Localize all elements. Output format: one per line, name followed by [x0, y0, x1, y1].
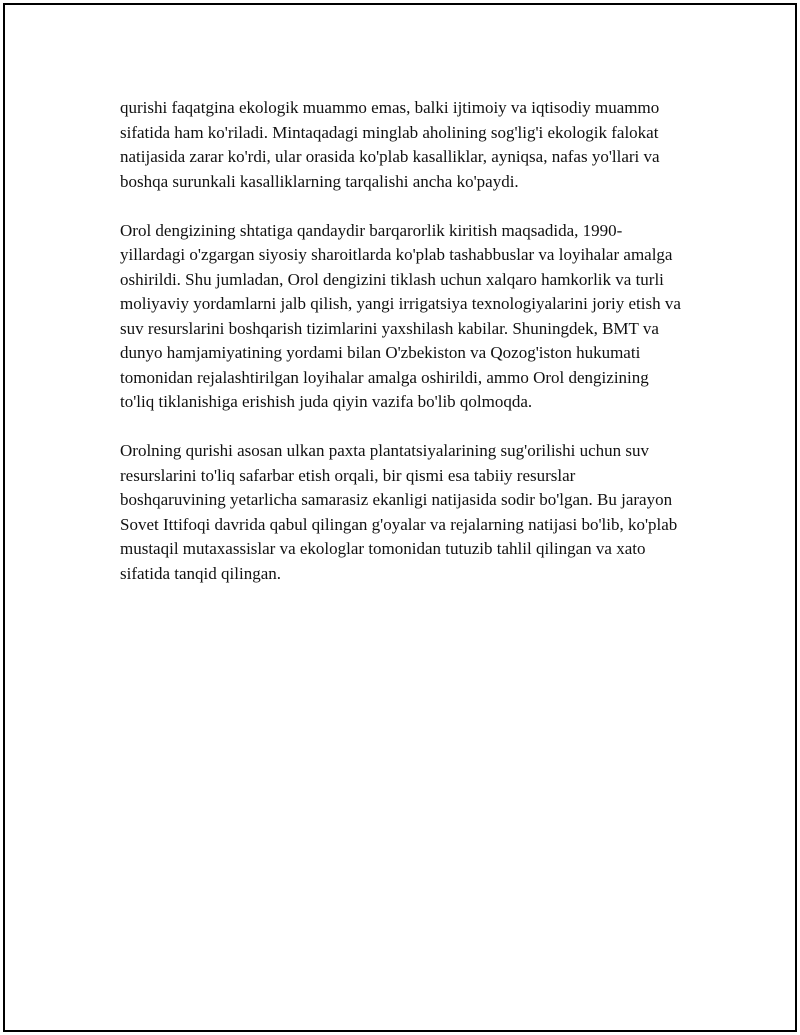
paragraph-3: Orolning qurishi asosan ulkan paxta plantatsiyalarining sug'orilishi uchun suv resurslarini to'liq safarbar etish orqali, bir qismi esa tabiiy resurslar boshqaruvining yetarlicha samarasiz ekanligi natijasida sodir bo'lgan. Bu jarayon Sovet Ittifoqi davrida qabul qilingan g'oyalar va rejalarning natijasi bo'lib, ko'plab mustaqil mutaxassislar va ekologlar tomonidan tutuzib tahlil qilingan va xato sifatida tanqid qilingan.	[120, 441, 678, 583]
paragraph-2: Orol dengizining shtatiga qandaydir barqarorlik kiritish maqsadida, 1990-yillardagi o'zgargan siyosiy sharoitlarda ko'plab tashabbuslar va loyihalar amalga oshirildi. Shu jumladan, Orol dengizini tiklash uchun xalqaro hamkorlik va turli moliyaviy yordamlarni jalb qilish, yangi irrigatsiya texnologiyalarini joriy etish va suv resurslarini boshqarish tizimlarini yaxshilash kabilar. Shuningdek, BMT va dunyo hamjamiyatining yordami bilan O'zbekiston va Qozog'iston hukumati tomonidan rejalashtirilgan loyihalar amalga oshirildi, ammo Orol dengizining to'liq tiklanishiga erishish juda qiyin vazifa bo'lib qolmoqda.	[120, 220, 681, 411]
document-body	[120, 96, 685, 611]
document-page	[3, 3, 797, 1032]
paragraph-1: qurishi faqatgina ekologik muammo emas, balki ijtimoiy va iqtisodiy muammo sifatida ham ko'riladi. Mintaqadagi minglab aholining sog'lig'i ekologik falokat natijasida zarar ko'rdi, ular orasida ko'plab kasalliklar, ayniqsa, nafas yo'llari va boshqa surunkali kasalliklarning tarqalishi ancha ko'paydi.	[120, 98, 660, 191]
